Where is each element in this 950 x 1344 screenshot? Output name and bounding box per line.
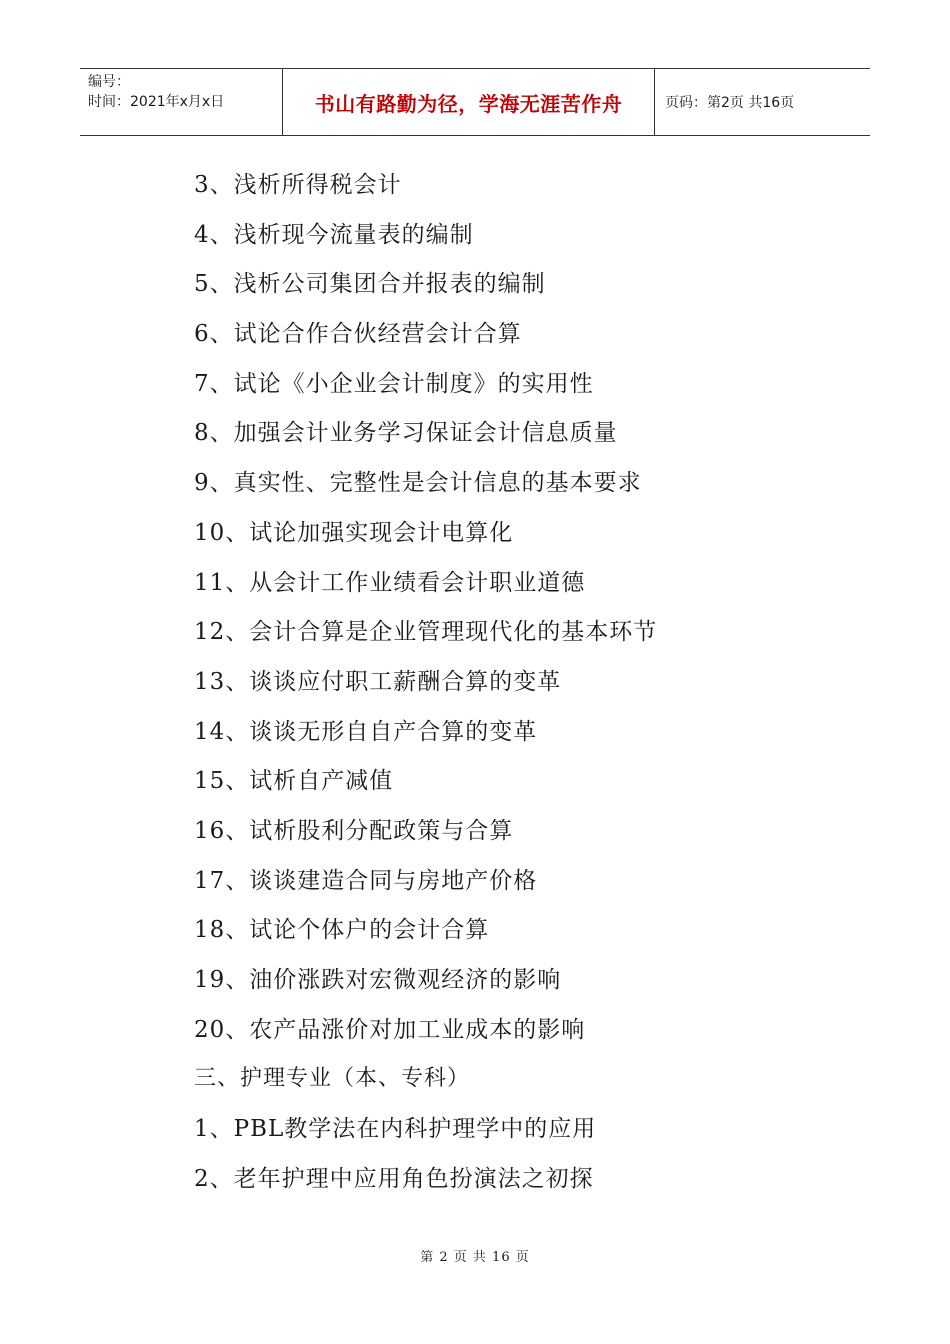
document-body <box>194 162 874 1205</box>
list-item: 17、谈谈建造合同与房地产价格 <box>194 867 538 894</box>
list-item: 2、老年护理中应用角色扮演法之初探 <box>194 1165 594 1192</box>
list-item: 15、试析自产减值 <box>194 768 394 795</box>
list-item: 14、谈谈无形自自产合算的变革 <box>194 718 538 745</box>
list-item: 18、试论个体户的会计合算 <box>194 917 490 944</box>
list-item: 4、浅析现今流量表的编制 <box>194 221 474 248</box>
list-item: 5、浅析公司集团合并报表的编制 <box>194 271 546 298</box>
header-page-info: 页码：第2页 共16页 <box>665 95 795 111</box>
list-item: 11、从会计工作业绩看会计职业道德 <box>194 569 586 596</box>
list-item: 8、加强会计业务学习保证会计信息质量 <box>194 420 618 447</box>
list-item: 10、试论加强实现会计电算化 <box>194 519 514 546</box>
page-footer: 第 2 页 共 16 页 <box>420 1250 530 1265</box>
page-header <box>80 68 870 136</box>
list-item: 9、真实性、完整性是会计信息的基本要求 <box>194 470 642 497</box>
list-item: 7、试论《小企业会计制度》的实用性 <box>194 370 594 397</box>
list-item: 19、油价涨跌对宏微观经济的影响 <box>194 967 562 993</box>
list-item: 1、PBL教学法在内科护理学中的应用 <box>194 1116 597 1143</box>
list-item: 6、试论合作合伙经营会计合算 <box>194 321 522 348</box>
list-item: 3、浅析所得税会计 <box>194 172 402 198</box>
list-item: 13、谈谈应付职工薪酬合算的变革 <box>194 668 562 695</box>
header-meta <box>80 69 283 135</box>
header-motto: 书山有路勤为径，学海无涯苦作舟 <box>283 69 655 135</box>
list-item: 12、会计合算是企业管理现代化的基本环节 <box>194 619 658 646</box>
section-heading: 三、护理专业（本、专科） <box>194 1066 471 1092</box>
document-date: 时间：2021年x月x日 <box>88 94 225 110</box>
document-number-label: 编号： <box>88 74 130 90</box>
list-item: 20、农产品涨价对加工业成本的影响 <box>194 1016 586 1043</box>
list-item: 16、试析股利分配政策与合算 <box>194 817 514 844</box>
